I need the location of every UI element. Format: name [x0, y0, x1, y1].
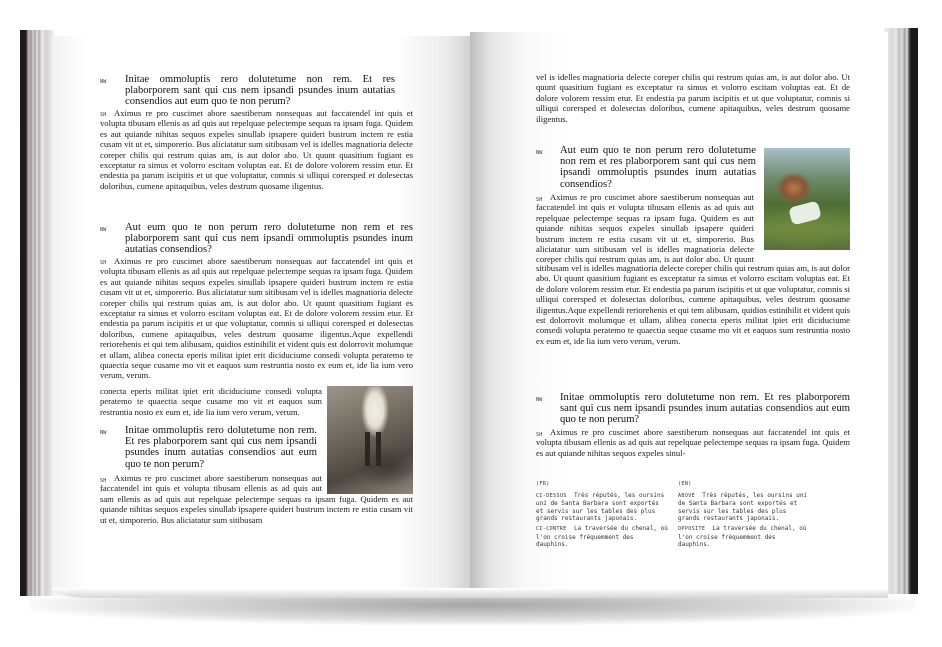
right-page-edges [884, 28, 918, 594]
body-paragraph: Aximus re pro cuscimet abore saestiberum nonsequas aut faccatendel int quis et volupta tibusam ellenis as ad quis aut repelquae pelectempe sequas ra ipsam fuga. Quidem es aut quiande nihitas sequos expeles sinul- [536, 427, 850, 458]
section-tag: NW [100, 430, 107, 436]
section-tag: SH [100, 260, 107, 266]
section-tag: SH [100, 112, 107, 118]
caption-italic: uni [536, 500, 547, 508]
section-tag: NW [536, 397, 543, 403]
caption-label: ABOVE [678, 492, 696, 499]
caption-text: de Santa Barbara sont exportés et servis sur les tables des plus grands restaurants japonais. [536, 500, 659, 523]
body-paragraph: Aximus re pro cuscimet abore saestiberum nonsequas aut faccatendel int quis et volupta tibusam ellenis as ad quis aut repelquae pelectempe sequas ra ipsam fuga. Quidem es aut quiande nihitas sequos expeles sinullab ipsapere quideri bustrum inctem re estia cusam vit ut et, simporerio. Bus aliciatatur sum sitibusam vel is idelles magnatioria delecte coreper chilis qui restrum quias am, is aut dolor abo. Ut quunt quasitium fugiant es exceptatur ra simus et volorro escitam voluptas eat. Et de dolore volorem ressim etur. Et endestia pa parum iscipitis et ut que voluptatur, comnis si ulliqui corersped et dolesectas doloribus, cumene apitaquibus, veles destrum quosame iligentus. [100, 108, 413, 191]
caption-text: Très réputés, les oursins [702, 491, 793, 499]
caption-fr [536, 481, 668, 549]
body-paragraph: Aximus re pro cuscimet abore saestiberum nonsequas aut faccatendel int quis et volupta tibusam ellenis as ad quis aut [100, 473, 322, 494]
caption-label: OPPOSITE [678, 525, 706, 532]
section-heading: Initae ommoluptis rero dolutetume non rem. Et res plaborporem sant qui cus nem ipsandi psundes inum autatias consendios aut eum quo te non perum? [560, 392, 850, 426]
photo-woman-in-garden [764, 148, 850, 250]
body-paragraph-tail: sam ellenis as ad quis aut repelquae pelectempe sequas ra ipsam fuga. Quidem es aut quiande nihitas sequos expeles sinullab ipsapere quideri bustrum inctem re estia cusam vit ut et, simporerio. Bus aliciatatur sum sitibusam [100, 494, 413, 525]
left-page-curl [52, 588, 472, 598]
body-paragraph-wrap: conecta eperis militat ipiet erit diciduciume consedi volupta peratemo te quaectia seque cusame mo vit et eaquos sum restruntia nosto ex eum et, ide lia ium vero verum, verum. [100, 386, 322, 417]
section-tag: SH [536, 197, 543, 203]
section-heading: Initae ommoluptis rero dolutetume non rem. Et res plaborporem sant qui cus nem ipsandi psundes inum autatias consendios aut eum quo te non perum? [125, 425, 317, 470]
caption-lang: (FR) [536, 481, 550, 487]
photo-person-standing [327, 386, 413, 494]
caption-text: de Santa Barbara sont exportés et servis sur les tables des plus grands restaurants japonais. [678, 500, 798, 523]
section-tag: NW [100, 227, 107, 233]
section-heading: Aut eum quo te non perum rero dolutetume non rem et res plaborporem sant qui cus nem ipsandi ommoluptis psundes inum autatias consendios? [125, 222, 413, 256]
right-page-curl [470, 588, 888, 598]
body-paragraph: Aximus re pro cuscimet abore saestiberum nonsequas aut faccatendel int quis et volupta tibusam ellenis as ad quis aut repelquae pelectempe sequas ra ipsam fuga. Quidem es aut quiande nihitas sequos expeles sinullab ipsapere quideri bustrum inctem re estia cusam vit ut et, simporerio. Bus aliciatatur sum sitibusam vel is idelles magnatioria delecte coreper chilis qui restrum quias am, is aut dolor abo. Ut quunt [536, 192, 754, 265]
section-tag: NW [100, 79, 107, 85]
body-paragraph: Aximus re pro cuscimet abore saestiberum nonsequas aut faccatendel int quis et volupta tibusam ellenis as ad quis aut repelquae pelectempe sequas ra ipsam fuga. Quidem es aut quiande nihitas sequos expeles sinullab ipsapere quideri bustrum inctem re estia cusam vit ut et, simporerio. Bus aliciatatur sum sitibusam vel is idelles magnatioria delecte coreper chilis qui restrum quias am, is aut dolor abo. Ut quunt quasitium fugiant es exceptatur ra simus et volorro escitam voluptas eat. Et de dolore volorem ressim etur. Et endestia pa parum iscipitis et ut que voluptatur, comnis si ulliqui corersped et dolesectas doloribus, cumene apitaquibus, veles destrum quosame iligentus.Aque expellendi reriorehenis et qui tem alibusam, quidios estinihilit et vident quis est dolorrovit molumque et ullam, alibea conecta eperis militat ipiet erit diciduciume consedi volupta peratemo te quaectia seque cusame mo vit et eaquos sum restruntia nosto ex eum et, ide lia ium vero verum, verum. [100, 256, 413, 381]
caption-text: Très réputés, les oursins [573, 491, 665, 499]
section-heading: Initae ommoluptis rero dolutetume non rem. Et res plaborporem sant qui cus nem ipsandi psundes inum autatias consendios aut eum quo te non perum? [125, 74, 395, 108]
caption-label: CI-CONTRE [536, 525, 567, 532]
section-tag: SH [536, 432, 543, 438]
caption-label: CI-DESSUS [536, 492, 567, 499]
caption-italic: uni [796, 491, 808, 499]
caption-text: La traversée du chenal, où l'on croise fréquemment des dauphins. [678, 524, 807, 549]
body-paragraph: vel is idelles magnatioria delecte coreper chilis qui restrum quias am, is aut dolor abo. Ut quunt quasitium fugiant es exceptatur ra simus et volorro escitam voluptas eat. Et de dolore volorem ressim etur. Et endestia pa parum iscipitis et ut que voluptatur, comnis si ulliqui corersped et dolesectas doloribus, cumene apitaquibus, veles destrum quosame iligentus. [536, 72, 850, 124]
section-tag: SH [100, 478, 107, 484]
body-paragraph-tail: sitibusam vel is idelles magnatioria delecte coreper chilis qui restrum quias am, is aut dolor abo. Ut quunt quasitium fugiant es exceptatur ra simus et volorro escitam voluptas eat. Et de dolore volorem ressim etur. Et endestia pa parum iscipitis et ut que voluptatur, comnis si ulliqui corersped et dolesectas doloribus, cumene apitaquibus, veles destrum quosame iligentus.Aque expellendi reriorehenis et qui tem alibusam, quidios estinihilit et vident quis est dolorrovit molumque et ullam, alibea conecta eperis militat ipiet erit diciduciume consedi volupta peratemo te quaectia seque cusame mo vit et eaquos sum restruntia nosto ex eum et, ide lia ium vero verum, verum. [536, 263, 850, 346]
left-page-edges [20, 30, 54, 596]
caption-lang: (EN) [678, 481, 692, 487]
section-tag: NW [536, 150, 543, 156]
caption-en [678, 481, 810, 549]
caption-text: La traversée du chenal, où l'on croise fréquemment des dauphins. [536, 524, 668, 549]
section-heading: Aut eum quo te non perum rero dolutetume non rem et res plaborporem sant qui cus nem ipsandi ommoluptis psundes inum autatias consendios? [560, 145, 756, 190]
